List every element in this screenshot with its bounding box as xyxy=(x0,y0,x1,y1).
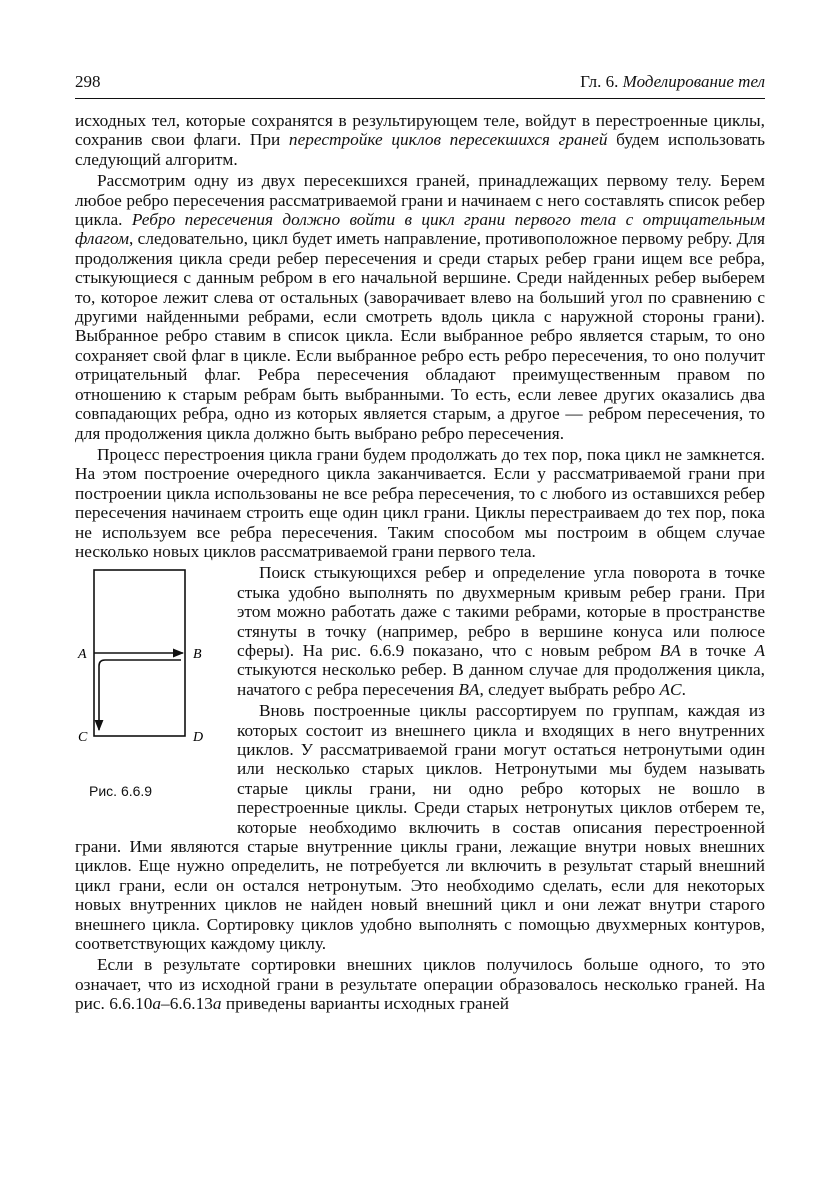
text-run: , следовательно, цикл будет иметь направление, противоположное первому ребру. Для продолжения цикла среди ребер пересечения и среди старых ребер грани ищем все ребра, стыкующиеся с данным ребром в его начальной вершине. Среди найденных ребер выберем то, которое лежит слева от остальных (заворачивает влево на больший угол по сравнению с другими найденными ребрами, если смотреть вдоль цикла с наружной стороны грани). Выбранное ребро ставим в список цикла. Если выбранное ребро является старым, то оно сохраняет свой флаг в цикле. Если выбранное ребро есть ребро пересечения, то оно получит отрицательный флаг. Ребра пересечения обладают преимущественным правом по отношению к старым ребрам быть выбранными. То есть, если левее других оказались два совпадающих ребра, одно из которых является старым, а другое — ребром пересечения, то для продолжения цикла должно быть выбрано ребро пересечения. xyxy=(75,229,765,443)
paragraph-5 xyxy=(75,955,765,1013)
running-header xyxy=(75,72,765,96)
text-run: Вновь построенные циклы рассортируем по группам, каждая из которых состоит из внешнего цикла и входящих в него внутренних циклов. У рассматриваемой грани могут остаться нетронутыми один или несколько старых циклов. Нетронутыми мы будем называть старые циклы грани, ни одно ребро которых не вошло в перестроенные циклы. Среди старых нетронутых циклов отберем те, которые необходимо включить в состав описания перестроенной грани. Ими являются старые внутренние циклы грани, лежащие внутри новых внешних циклов. Еще нужно определить, не потребуется ли включить в результат старый внешний цикл грани, если он остался нетронутым. Это необходимо сделать, если для некоторых новых внутренних циклов не найден новый внешний цикл и они лежат внутри старого внешнего цикла. Сортировку циклов удобно выполнять с помощью двухмерных контуров, соответствующих каждому циклу. xyxy=(75,701,765,954)
label-b: B xyxy=(193,647,202,663)
text-run: будем использовать следующий алгоритм. xyxy=(75,130,765,169)
label-a: A xyxy=(78,647,87,663)
text-run: , следует выбрать ребро xyxy=(479,679,660,699)
text-run: Рассмотрим одну из двух пересекшихся граней, принадлежащих первому телу. Берем любое ребро пересечения рассматриваемой грани и начинаем с него составлять список ребер цикла. xyxy=(75,171,765,230)
text-run: Процесс перестроения цикла грани будем продолжать до тех пор, пока цикл не замкнется. На этом построение очередного цикла заканчивается. Если у рассматриваемой грани при построении цикла использованы не все ребра пересечения, то с любого из оставшихся ребер пересечения начинаем строить еще один цикл грани. Циклы перестраиваем до тех пор, пока не используем все ребра пересечения. Таким способом мы построим в общем случае несколько новых циклов рассматриваемой грани первого тела. xyxy=(75,444,765,561)
emphasis: перестройке циклов пересекшихся граней xyxy=(288,130,608,150)
text-run: Поиск стыкующихся ребер и определение угла поворота в точке стыка удобно выполнять по двухмерным кривым ребер грани. При этом можно работать даже с такими ребрами, которые в пространстве стянуты в точку (например, ребро в вершине конуса или полюсе сферы). На рис. 6.6.9 показано, что с новым ребром xyxy=(237,563,765,660)
math-var: A xyxy=(754,640,765,660)
math-var: BA xyxy=(458,679,480,699)
label-c: C xyxy=(78,730,88,746)
chapter-title: Моделирование тел xyxy=(622,72,765,91)
label-d: D xyxy=(193,730,204,746)
text-run: в точке xyxy=(680,640,755,660)
math-var: а xyxy=(212,994,222,1014)
text-run: стыкуются несколько ребер. В данном случае для продолжения цикла, начатого с ребра пересечения xyxy=(237,660,765,699)
figure-6-6-9 xyxy=(75,564,227,822)
text-run: . xyxy=(681,679,686,699)
page-number: 298 xyxy=(75,72,101,91)
chapter-number: Гл. 6. xyxy=(580,72,619,91)
text-run: исходных тел, которые сохранятся в результирующем теле, войдут в перестроенные циклы, сохранив свои флаги. При xyxy=(75,111,765,150)
header-rule xyxy=(75,98,765,99)
paragraph-2 xyxy=(75,445,765,561)
edge-ac-arrow xyxy=(99,660,181,730)
text-run: Если в результате сортировки внешних циклов получилось больше одного, то это означает, что из исходной грани в результате операции образовалось несколько граней. На рис. 6.6.10 xyxy=(75,955,765,1014)
math-var: AC xyxy=(659,679,682,699)
text-run: –6.6.13 xyxy=(161,994,213,1014)
math-var: BA xyxy=(659,640,681,660)
text-run: приведены варианты исходных граней xyxy=(221,994,510,1014)
paragraph-1 xyxy=(75,171,765,443)
running-title xyxy=(580,72,765,92)
figure-caption: Рис. 6.6.9 xyxy=(89,783,153,800)
paragraph-0 xyxy=(75,111,765,169)
emphasis: Ребро пересечения должно войти в цикл грани первого тела с отрицательным флагом xyxy=(75,210,765,249)
body-text xyxy=(75,111,765,1014)
math-var: а xyxy=(152,994,162,1014)
